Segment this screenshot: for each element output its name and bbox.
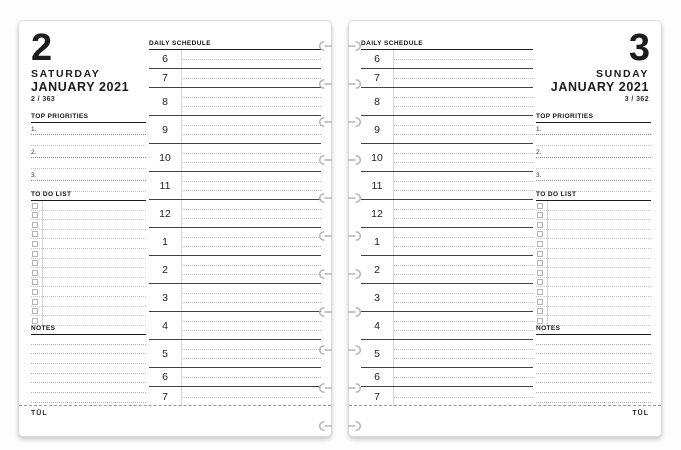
notes-section — [536, 325, 651, 403]
top-priorities-list — [536, 123, 651, 192]
hour-writing-area — [393, 340, 533, 367]
daily-schedule-grid — [361, 49, 533, 406]
daily-schedule-heading: DAILY SCHEDULE — [149, 40, 211, 47]
to-do-list-heading: TO DO LIST — [536, 191, 651, 201]
todo-row — [536, 307, 651, 317]
todo-row — [536, 268, 651, 278]
schedule-hour-row — [361, 144, 533, 172]
hour-writing-area — [393, 172, 533, 199]
hour-label: 4 — [162, 319, 168, 332]
priority-item — [31, 169, 146, 192]
priority-item — [536, 169, 651, 192]
hour-writing-area — [393, 69, 533, 87]
notes-line — [536, 345, 651, 355]
schedule-hour-row — [361, 368, 533, 387]
top-priorities-section — [31, 113, 146, 192]
todo-checkbox — [537, 241, 543, 247]
planner-page-left — [18, 20, 332, 437]
schedule-hour-row — [149, 69, 321, 88]
schedule-hour-row — [149, 88, 321, 116]
notes-heading: NOTES — [536, 325, 651, 335]
todo-checkbox — [537, 289, 543, 295]
binding-disc-notch — [348, 381, 364, 395]
hour-label: 7 — [162, 390, 168, 403]
todo-row — [536, 259, 651, 269]
hour-label: 12 — [159, 207, 171, 220]
to-do-list-rows — [536, 201, 651, 326]
schedule-hour-row — [149, 284, 321, 312]
hour-writing-area — [181, 200, 321, 227]
priority-blank-line — [31, 135, 146, 146]
todo-checkbox — [32, 308, 38, 314]
todo-row — [31, 220, 146, 230]
schedule-hour-row — [149, 50, 321, 69]
binding-disc-notch — [316, 305, 332, 319]
binding-disc-notch — [348, 77, 364, 91]
daily-schedule-section — [149, 34, 321, 406]
todo-row — [536, 249, 651, 259]
priority-number: 3. — [536, 172, 542, 179]
schedule-hour-row — [149, 340, 321, 368]
schedule-hour-row — [149, 312, 321, 340]
todo-row — [536, 239, 651, 249]
schedule-hour-row — [361, 116, 533, 144]
todo-checkbox — [32, 231, 38, 237]
tul-logo: TŪL — [632, 410, 649, 417]
hour-label: 8 — [374, 95, 380, 108]
hour-label: 7 — [162, 72, 168, 84]
priority-number: 1. — [536, 126, 542, 133]
priority-blank-line — [31, 158, 146, 169]
todo-checkbox — [32, 289, 38, 295]
binding-disc-notch — [316, 419, 332, 433]
todo-checkbox — [537, 299, 543, 305]
month-year-label: JANUARY 2021 — [550, 80, 649, 94]
binding-disc-notch — [316, 39, 332, 53]
hour-writing-area — [181, 172, 321, 199]
schedule-hour-row — [149, 228, 321, 256]
schedule-hour-row — [361, 340, 533, 368]
priority-number: 2. — [536, 149, 542, 156]
todo-checkbox — [537, 318, 543, 324]
schedule-hour-row — [149, 256, 321, 284]
todo-row — [536, 297, 651, 307]
notes-line — [536, 383, 651, 393]
binding-disc-notch — [348, 39, 364, 53]
notes-line — [536, 374, 651, 384]
day-of-year-counter: 3 / 362 — [624, 96, 649, 103]
todo-row — [536, 278, 651, 288]
hour-writing-area — [181, 284, 321, 311]
day-number: 2 — [31, 27, 52, 69]
info-column — [31, 21, 146, 436]
priority-number: 3. — [31, 172, 37, 179]
priority-number-line — [31, 146, 146, 158]
hour-writing-area — [393, 312, 533, 339]
priority-item — [536, 146, 651, 169]
schedule-hour-row — [361, 88, 533, 116]
schedule-hour-row — [361, 50, 533, 69]
todo-row — [31, 278, 146, 288]
binding-disc-notch — [348, 153, 364, 167]
schedule-hour-row — [149, 116, 321, 144]
hour-writing-area — [393, 144, 533, 171]
hour-label: 6 — [374, 53, 380, 65]
daily-schedule-grid — [149, 49, 321, 406]
notes-line — [536, 335, 651, 345]
schedule-hour-row — [361, 284, 533, 312]
disc-binding-notches — [316, 21, 332, 436]
schedule-hour-row — [149, 200, 321, 228]
hour-label: 11 — [159, 179, 171, 192]
hour-label: 6 — [162, 371, 168, 383]
hour-label: 3 — [162, 291, 168, 304]
binding-disc-notch — [316, 343, 332, 357]
binding-disc-notch — [348, 419, 364, 433]
todo-row — [31, 230, 146, 240]
binding-disc-notch — [348, 115, 364, 129]
todo-checkbox — [32, 260, 38, 266]
schedule-hour-row — [149, 144, 321, 172]
todo-checkbox — [32, 299, 38, 305]
notes-line — [536, 354, 651, 364]
todo-row — [536, 287, 651, 297]
notes-line — [31, 383, 146, 393]
hour-writing-area — [393, 256, 533, 283]
todo-row — [31, 211, 146, 221]
binding-disc-notch — [348, 343, 364, 357]
todo-checkbox — [32, 251, 38, 257]
todo-checkbox — [537, 308, 543, 314]
hour-writing-area — [181, 69, 321, 87]
priority-item — [536, 123, 651, 146]
notes-lines — [31, 335, 146, 403]
schedule-hour-row — [149, 172, 321, 200]
todo-checkbox — [537, 279, 543, 285]
schedule-hour-row — [149, 368, 321, 387]
hour-label: 12 — [371, 207, 383, 220]
weekday-label: SUNDAY — [596, 68, 649, 80]
hour-label: 5 — [374, 347, 380, 360]
schedule-hour-row — [361, 387, 533, 406]
todo-checkbox — [32, 270, 38, 276]
hour-label: 2 — [374, 263, 380, 276]
to-do-list-heading: TO DO LIST — [31, 191, 146, 201]
todo-row — [31, 307, 146, 317]
notes-line — [31, 374, 146, 384]
priority-item — [31, 123, 146, 146]
hour-writing-area — [393, 284, 533, 311]
todo-checkbox — [537, 231, 543, 237]
todo-checkbox — [32, 203, 38, 209]
planner-page-right — [348, 20, 662, 437]
schedule-hour-row — [361, 172, 533, 200]
todo-checkbox — [32, 318, 38, 324]
binding-disc-notch — [316, 267, 332, 281]
priority-number-line — [536, 146, 651, 158]
notes-section — [31, 325, 146, 403]
to-do-list-section — [31, 191, 146, 326]
hour-writing-area — [393, 387, 533, 406]
daily-schedule-heading: DAILY SCHEDULE — [361, 40, 423, 47]
info-column — [536, 21, 651, 436]
priority-number-line — [31, 123, 146, 135]
to-do-list-rows — [31, 201, 146, 326]
hour-writing-area — [393, 50, 533, 68]
binding-disc-notch — [316, 229, 332, 243]
todo-row — [31, 249, 146, 259]
binding-disc-notch — [316, 77, 332, 91]
disc-binding-notches — [348, 21, 364, 436]
weekday-label: SATURDAY — [31, 68, 101, 80]
priority-number-line — [536, 169, 651, 181]
notes-line — [536, 364, 651, 374]
todo-checkbox — [537, 260, 543, 266]
todo-row — [31, 239, 146, 249]
hour-label: 7 — [374, 72, 380, 84]
hour-writing-area — [181, 144, 321, 171]
hour-writing-area — [181, 228, 321, 255]
tul-logo: TŪL — [31, 410, 48, 417]
perforation-line — [349, 405, 661, 406]
day-number: 3 — [628, 27, 649, 69]
hour-writing-area — [181, 387, 321, 406]
notes-line — [31, 345, 146, 355]
notes-line — [31, 335, 146, 345]
hour-label: 7 — [374, 390, 380, 403]
hour-label: 8 — [162, 95, 168, 108]
todo-checkbox — [32, 212, 38, 218]
schedule-hour-row — [361, 200, 533, 228]
hour-label: 1 — [162, 235, 168, 248]
hour-label: 10 — [159, 151, 171, 164]
top-priorities-list — [31, 123, 146, 192]
binding-disc-notch — [348, 229, 364, 243]
schedule-hour-row — [361, 256, 533, 284]
priority-blank-line — [536, 135, 651, 146]
top-priorities-heading: TOP PRIORITIES — [536, 113, 651, 123]
hour-writing-area — [393, 368, 533, 386]
binding-disc-notch — [316, 153, 332, 167]
to-do-list-section — [536, 191, 651, 326]
binding-disc-notch — [348, 267, 364, 281]
todo-row — [536, 220, 651, 230]
hour-label: 11 — [371, 179, 383, 192]
binding-disc-notch — [316, 381, 332, 395]
todo-checkbox — [537, 251, 543, 257]
hour-writing-area — [181, 50, 321, 68]
priority-number: 2. — [31, 149, 37, 156]
priority-number-line — [536, 123, 651, 135]
todo-row — [536, 211, 651, 221]
notes-line — [536, 393, 651, 403]
top-priorities-section — [536, 113, 651, 192]
hour-label: 5 — [162, 347, 168, 360]
todo-row — [536, 201, 651, 211]
todo-checkbox — [537, 222, 543, 228]
month-year-label: JANUARY 2021 — [31, 80, 130, 94]
hour-label: 6 — [162, 53, 168, 65]
hour-label: 2 — [162, 263, 168, 276]
todo-checkbox — [537, 203, 543, 209]
todo-row — [31, 201, 146, 211]
day-of-year-counter: 2 / 363 — [31, 96, 56, 103]
hour-writing-area — [181, 340, 321, 367]
schedule-hour-row — [149, 387, 321, 406]
schedule-hour-row — [361, 312, 533, 340]
hour-label: 10 — [371, 151, 383, 164]
todo-row — [31, 259, 146, 269]
todo-row — [31, 268, 146, 278]
todo-row — [31, 287, 146, 297]
todo-checkbox — [32, 241, 38, 247]
hour-label: 3 — [374, 291, 380, 304]
top-priorities-heading: TOP PRIORITIES — [31, 113, 146, 123]
priority-number: 1. — [31, 126, 37, 133]
perforation-line — [19, 405, 331, 406]
hour-label: 9 — [374, 123, 380, 136]
binding-disc-notch — [348, 191, 364, 205]
notes-lines — [536, 335, 651, 403]
todo-checkbox — [537, 212, 543, 218]
hour-label: 1 — [374, 235, 380, 248]
priority-blank-line — [536, 158, 651, 169]
todo-row — [536, 230, 651, 240]
binding-disc-notch — [316, 115, 332, 129]
notes-line — [31, 354, 146, 364]
hour-label: 9 — [162, 123, 168, 136]
notes-line — [31, 393, 146, 403]
hour-writing-area — [393, 88, 533, 115]
todo-row — [31, 297, 146, 307]
hour-writing-area — [393, 116, 533, 143]
hour-writing-area — [181, 312, 321, 339]
priority-item — [31, 146, 146, 169]
priority-number-line — [31, 169, 146, 181]
notes-heading: NOTES — [31, 325, 146, 335]
hour-label: 6 — [374, 371, 380, 383]
notes-line — [31, 364, 146, 374]
hour-writing-area — [181, 88, 321, 115]
hour-writing-area — [181, 116, 321, 143]
schedule-hour-row — [361, 69, 533, 88]
hour-writing-area — [181, 256, 321, 283]
binding-disc-notch — [348, 305, 364, 319]
hour-writing-area — [181, 368, 321, 386]
todo-checkbox — [32, 222, 38, 228]
hour-label: 4 — [374, 319, 380, 332]
binding-disc-notch — [316, 191, 332, 205]
daily-schedule-section — [361, 34, 533, 406]
todo-checkbox — [537, 270, 543, 276]
hour-writing-area — [393, 228, 533, 255]
todo-checkbox — [32, 279, 38, 285]
schedule-hour-row — [361, 228, 533, 256]
hour-writing-area — [393, 200, 533, 227]
